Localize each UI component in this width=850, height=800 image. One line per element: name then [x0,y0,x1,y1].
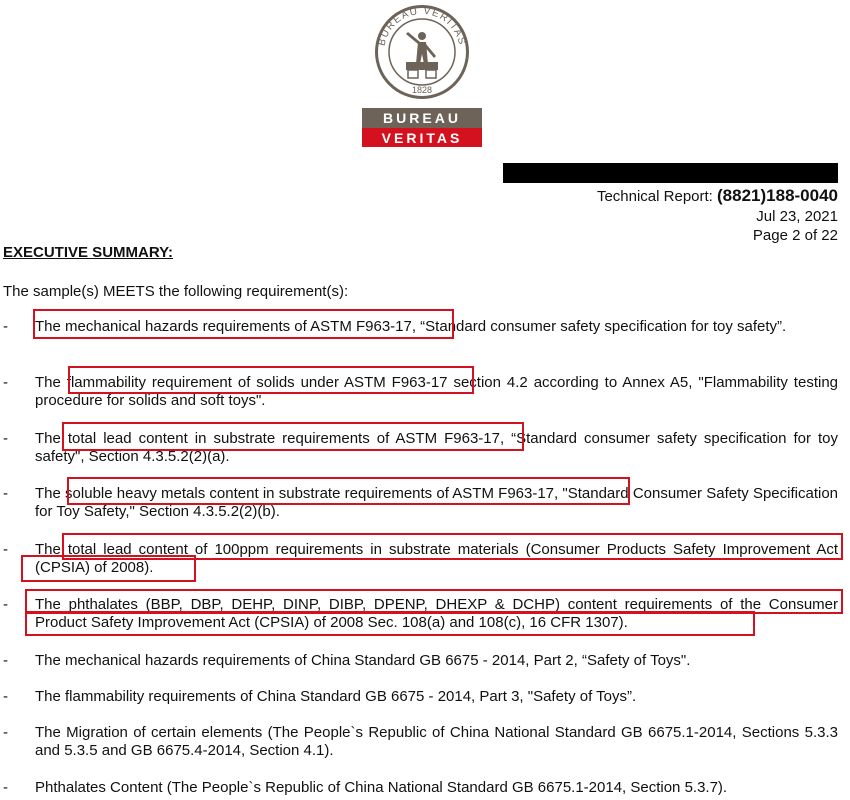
report-number: (8821)188-0040 [717,186,838,205]
requirement-text: The phthalates (BBP, DBP, DEHP, DINP, DIBP, DPENP, DHEXP & DCHP) content requirements of the Consumer Product Safety Improvement Act (CPSIA) of 2008 Sec. 108(a) and 108(c), 16 CFR 1307). [35,596,838,631]
requirement-text: Phthalates Content (The People`s Republic of China National Standard GB 6675.1-2014, Section 5.3.7). [35,779,728,796]
requirement-text: The mechanical hazards requirements of China Standard GB 6675 - 2014, Part 2, “Safety of Toys". [35,652,691,669]
logo-ring-text: BUREAU VERITAS [376,5,468,47]
logo-banner-top: BUREAU [383,110,461,126]
report-date: Jul 23, 2021 [756,208,838,225]
annotation-box [25,611,755,636]
requirement-text: The Migration of certain elements (The People`s Republic of China National Standard GB 6675.1-2014, Sections 5.3.3 and 5.3.5 and GB 6675.4-2014, Section 4.1). [35,724,838,759]
requirement-text: The soluble heavy metals content in substrate requirements of ASTM F963-17, "Standard Consumer Safety Specification for Toy Safety," Section 4.3.5.2(2)(b). [35,485,838,520]
requirement-text: The flammability requirements of China Standard GB 6675 - 2014, Part 3, "Safety of Toys”. [35,688,637,705]
requirement-text: The mechanical hazards requirements of ASTM F963-17, “Standard consumer safety specification for toy safety”. [35,318,787,335]
redacted-line [503,163,838,183]
requirement-text: The flammability requirement of solids under ASTM F963-17 section 4.2 according to Annex A5, "Flammability testing procedure for solids and soft toys". [35,374,838,409]
section-title: EXECUTIVE SUMMARY: [3,244,174,261]
requirement-text: The total lead content of 100ppm requirements in substrate materials (Consumer Products Safety Improvement Act (CPSIA) of 2008). [35,541,838,576]
requirement-text: The total lead content in substrate requirements of ASTM F963-17, “Standard consumer safety specification for toy safety", Section 4.3.5.2(2)(a). [35,430,838,465]
annotation-box [68,366,474,394]
annotation-box [67,477,630,505]
annotation-box [21,555,196,582]
intro-text: The sample(s) MEETS the following requirement(s): [3,283,349,300]
logo-year: 1828 [411,85,433,95]
report-label: Technical Report: [596,188,713,205]
annotation-box [33,309,454,339]
bureau-veritas-logo [362,2,482,148]
annotation-box [62,422,524,451]
report-page: Page 2 of 22 [752,227,838,244]
logo-banner-bottom: VERITAS [381,130,463,146]
report-number-line [597,187,838,206]
